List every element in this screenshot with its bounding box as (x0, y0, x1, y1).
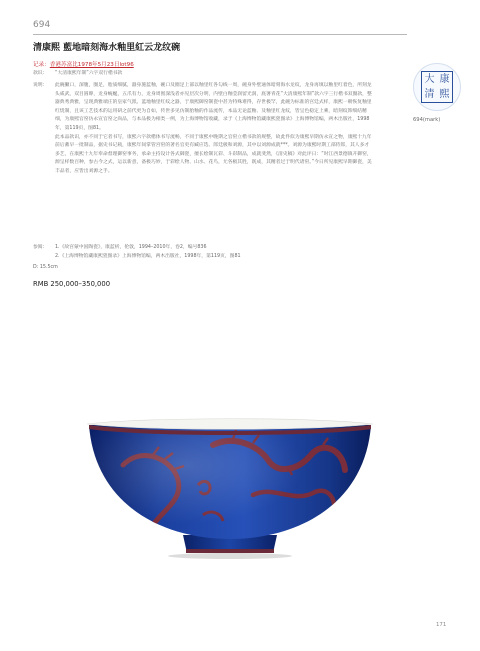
mark-section (33, 70, 373, 79)
foot-band (186, 549, 274, 553)
estimate-price: RMB 250,000–350,000 (33, 280, 111, 288)
bowl-shadow (168, 553, 292, 559)
seal-character: 康 (439, 74, 450, 85)
references-label: 参阅： (33, 245, 48, 250)
mark-caption: 694(mark) (413, 117, 441, 123)
lot-title: 清康熙 藍地暗刻海水釉里紅云龙纹碗 (33, 43, 181, 53)
reference-item: 2.《上海博物馆藏康熙瓷图录》上海博物馆编，两木出版社，1998年，第119页，图81 (55, 253, 241, 259)
lot-number: 694 (33, 20, 51, 30)
description-label: 说明： (33, 83, 48, 88)
description-section (33, 82, 373, 177)
description-paragraph: 此碗撇口，深腹，圈足，胎质细腻，器身施蓝釉，碗口及圈足上部以釉里红各勾线一周，碗身外壁通体暗刻海水龙纹，龙身再填以釉里红着色，所刻龙头威武，双目圆睁，龙身蜿蜒，五爪有力，龙身周围深浅者亦见层次分明，内壁白釉莹润留光润，底署青花“大清康熙年制”款六字三行楷书双圈款，整器典秀典雅，呈现典雅端庄的皇家气派。蓝地釉里红纹之器，于康熙御窑制瓷中甚为特殊难得，存世极罕，此碗为标准的宫廷式样，康熙一朝恢复釉里红烧制，且该工艺技术的运用研之前代更为自如，传世多见仿制胎釉的作品流传，本品无论蓝釉、及釉里红龙纹，皆呈色稳定上乘，暗刻纹饰细结精细，为康熙官窑仿永宣官窑之尚品，与本品极为相类一例，为上海博物馆收藏，录于《上海博物馆藏康熙瓷图录》上海博物馆编，两木出版社，1998年，第119页，图81。 (55, 83, 372, 131)
seal-character: 熙 (439, 89, 450, 100)
reign-mark-figure[interactable] (413, 63, 463, 123)
page-number: 171 (436, 622, 447, 628)
mark-text: “大清康熙年制”六字双行楷书款 (55, 71, 123, 76)
provenance-record (33, 60, 134, 68)
references-section (33, 244, 373, 261)
header-divider (33, 34, 407, 35)
record-label: 记录： (33, 62, 50, 68)
reference-item: 1.《故宫蒙中国陶瓷》，康蓝析，伦敦，1994–2010年，卷2，编号836 (55, 245, 207, 250)
mark-label: 款识： (33, 71, 48, 76)
reign-mark-seal (413, 63, 461, 111)
seal-character: 大 (424, 74, 435, 85)
bowl-photo[interactable] (83, 415, 377, 560)
description-paragraph: 此本品款识，亦不同于它者书写，康熙六字款楷体书写流畅，不同于康熙中晚期之官窑立楷书款的规整，故此件似为康熙早期仿永宣之物，康熙十九年前后蓄早一批制品，据史书记载，康熙年间掌管宫窑的著名官吏有臧应选、郎廷极和刘源，其中以刘源成就***。刘源为康熙时期工部侍郎，其人多才多艺，在康熙十九年奉命督理御窑事务，承命主持设计各式御瓷，擅长绘制瓦彩、斗彩制品，成就斐然，《清史稿》对此评日：“时江西景德镇开御窑，源呈样数百种，参古今之式，运以新意，备极巧妙，于彩绘人物、山水、花鸟，尤各极其胜，既成，其精者过于明代诸窑。”今日所见康熙早期御瓷，美丰品者，应皆出刘源之手。 (55, 134, 372, 174)
dragon-decoration (83, 415, 377, 560)
record-value[interactable]: 香港苏富比1978年5月23日lot96 (49, 62, 134, 68)
seal-character: 清 (424, 89, 435, 100)
dimension-text: D: 15.5cm (33, 265, 58, 270)
